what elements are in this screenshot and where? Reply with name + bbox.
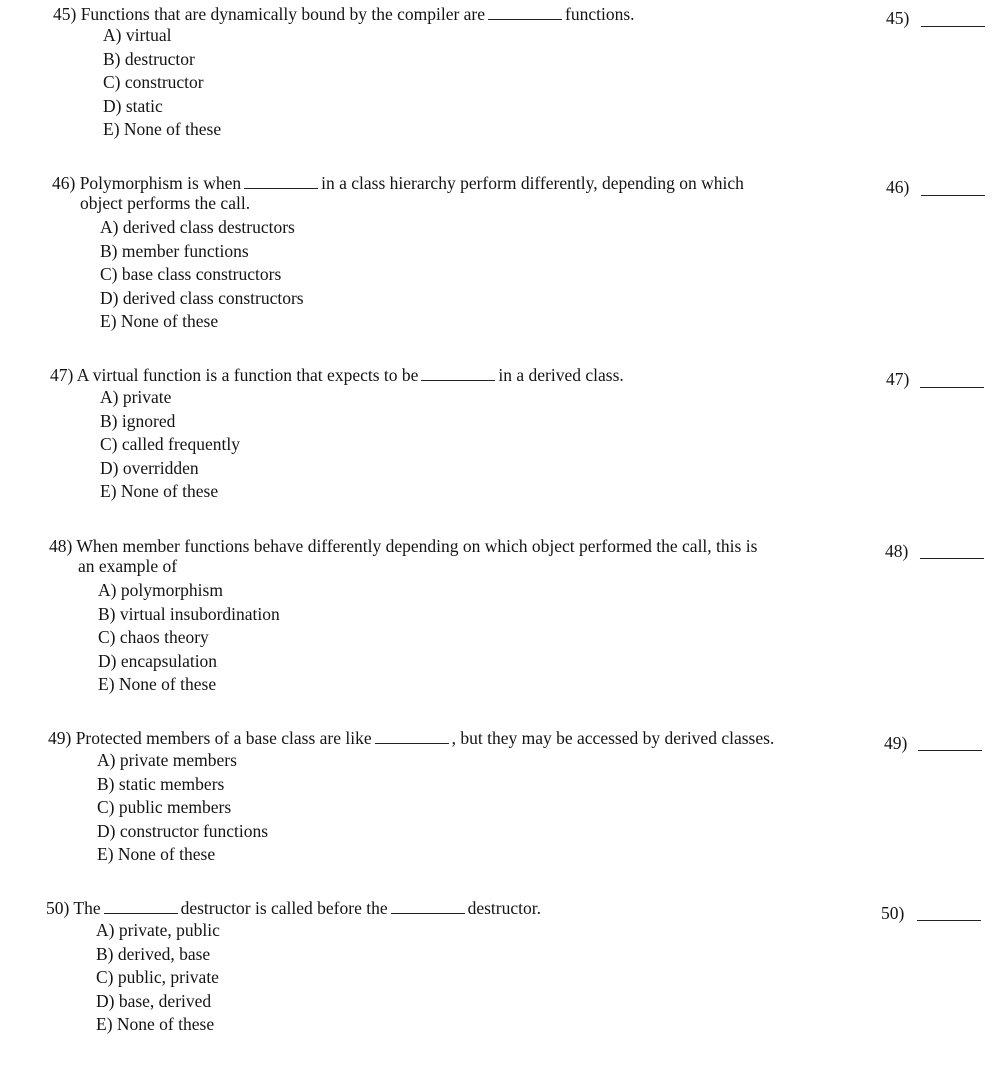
choice-list bbox=[97, 749, 268, 867]
fill-in-blank bbox=[104, 899, 178, 914]
answer-number: 46) bbox=[886, 177, 910, 197]
choice-b: B) derived, base bbox=[96, 943, 211, 964]
question-49 bbox=[0, 727, 990, 897]
question-stem bbox=[50, 364, 624, 386]
stem-text: functions. bbox=[565, 4, 635, 24]
fill-in-blank bbox=[244, 174, 318, 189]
question-48 bbox=[0, 535, 990, 705]
answer-line[interactable] bbox=[917, 920, 981, 921]
choice-a: A) virtual bbox=[103, 25, 172, 45]
stem-continuation: an example of bbox=[78, 556, 178, 576]
stem-text: Protected members of a base class are like bbox=[75, 728, 372, 748]
question-number: 48) bbox=[49, 536, 73, 556]
choice-list bbox=[103, 24, 221, 142]
answer-number: 47) bbox=[886, 369, 910, 389]
question-50 bbox=[0, 897, 990, 1067]
fill-in-blank bbox=[375, 729, 449, 744]
fill-in-blank bbox=[391, 899, 465, 914]
choice-a: A) private, public bbox=[96, 920, 220, 940]
choice-c: C) public, private bbox=[96, 967, 219, 987]
question-number: 45) bbox=[53, 4, 77, 24]
fill-in-blank bbox=[488, 5, 562, 20]
choice-e: E) None of these bbox=[97, 844, 216, 864]
question-45 bbox=[0, 3, 990, 173]
choice-e: E) None of these bbox=[103, 119, 222, 139]
choice-e: E) None of these bbox=[100, 481, 219, 501]
answer-line[interactable] bbox=[920, 558, 984, 559]
fill-in-blank bbox=[421, 366, 495, 381]
choice-b: B) destructor bbox=[103, 48, 195, 69]
question-number: 47) bbox=[50, 365, 74, 385]
choice-d: D) static bbox=[103, 95, 163, 116]
answer-number: 48) bbox=[885, 541, 909, 561]
answer-number: 45) bbox=[886, 8, 910, 28]
stem-text: The bbox=[73, 898, 101, 918]
stem-text: destructor. bbox=[467, 898, 541, 918]
choice-d: D) constructor functions bbox=[97, 820, 269, 841]
choice-b: B) static members bbox=[97, 773, 225, 794]
answer-line[interactable] bbox=[921, 26, 985, 27]
question-stem bbox=[53, 3, 635, 25]
stem-text: destructor is called before the bbox=[180, 898, 388, 918]
answer-number: 49) bbox=[884, 733, 908, 753]
question-stem bbox=[48, 727, 774, 749]
answer-line[interactable] bbox=[920, 387, 984, 388]
choice-a: A) polymorphism bbox=[98, 580, 223, 600]
choice-e: E) None of these bbox=[96, 1014, 215, 1034]
stem-text: Functions that are dynamically bound by the compiler are bbox=[80, 4, 486, 24]
choice-a: A) private bbox=[100, 387, 172, 407]
choice-c: C) constructor bbox=[103, 72, 204, 92]
question-46 bbox=[0, 172, 990, 342]
question-number: 50) bbox=[46, 898, 70, 918]
choice-a: A) private members bbox=[97, 750, 237, 770]
question-stem bbox=[46, 897, 541, 919]
choice-list bbox=[96, 919, 220, 1037]
stem-text: A virtual function is a function that expects to be bbox=[76, 365, 419, 385]
question-47 bbox=[0, 364, 990, 534]
choice-d: D) encapsulation bbox=[98, 650, 218, 671]
choice-a: A) derived class destructors bbox=[100, 217, 295, 237]
choice-c: C) chaos theory bbox=[98, 627, 209, 647]
question-number: 46) bbox=[52, 173, 76, 193]
choice-d: D) derived class constructors bbox=[100, 287, 304, 308]
choice-c: C) called frequently bbox=[100, 434, 240, 454]
choice-b: B) member functions bbox=[100, 240, 249, 261]
stem-text: When member functions behave differently depending on which object performed the call, this is bbox=[76, 536, 758, 556]
choice-e: E) None of these bbox=[98, 674, 217, 694]
choice-list bbox=[100, 386, 240, 504]
answer-line[interactable] bbox=[921, 195, 985, 196]
choice-c: C) public members bbox=[97, 797, 232, 817]
choice-d: D) base, derived bbox=[96, 990, 212, 1011]
choice-e: E) None of these bbox=[100, 311, 219, 331]
choice-b: B) virtual insubordination bbox=[98, 603, 280, 624]
choice-c: C) base class constructors bbox=[100, 264, 282, 284]
question-stem bbox=[52, 172, 744, 194]
answer-line[interactable] bbox=[918, 750, 982, 751]
stem-continuation: object performs the call. bbox=[80, 193, 251, 213]
stem-text: in a class hierarchy perform differently, depending on which bbox=[321, 173, 744, 193]
stem-text: Polymorphism is when bbox=[79, 173, 242, 193]
choice-list bbox=[98, 579, 280, 697]
question-number: 49) bbox=[48, 728, 72, 748]
choice-list bbox=[100, 216, 304, 334]
choice-d: D) overridden bbox=[100, 457, 199, 478]
choice-b: B) ignored bbox=[100, 410, 176, 431]
stem-text: in a derived class. bbox=[498, 365, 624, 385]
question-stem bbox=[49, 535, 757, 557]
stem-text: , but they may be accessed by derived classes. bbox=[451, 728, 775, 748]
answer-number: 50) bbox=[881, 903, 905, 923]
